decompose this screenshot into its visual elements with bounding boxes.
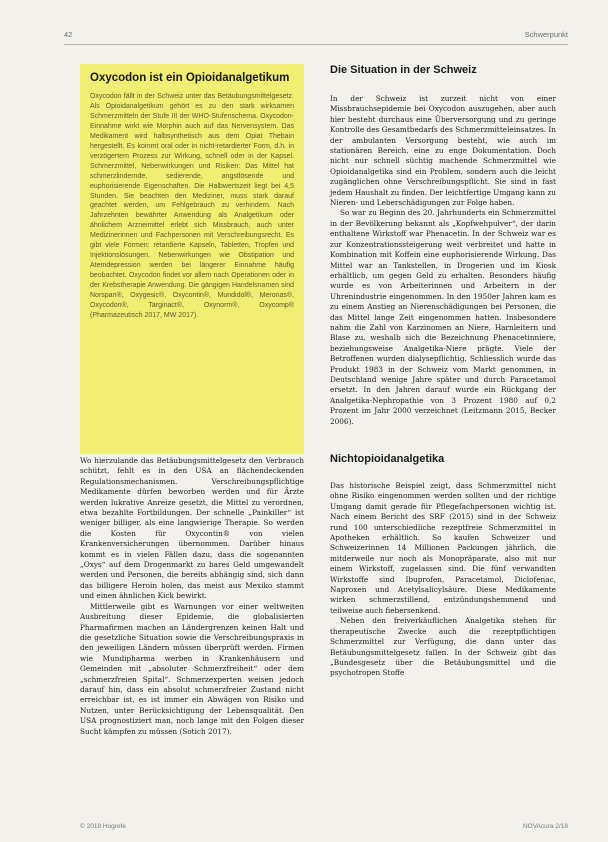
running-title: Schwerpunkt (524, 30, 568, 39)
section-title-switzerland: Die Situation in der Schweiz (330, 64, 477, 76)
right-paragraph-1: In der Schweiz ist zurzeit nicht von einer Missbrauchsepidemie bei Oxycodon auszugehen, aber auch hier besteht durchaus eine Überversorgung und zu geringe Kontrolle des Gesamtbedarfs des Schmerzmitteleinsatzes. In der ambulanten Versorgung besteht, wie auch im stationären Bereich, eine zu enge Dokumentation. Doch nicht nur schnell süchtig machende Schmerzmittel wie Opioidanalgetika sind ein Problem, sondern auch die leicht zugänglichen ohne Verschreibungspflicht. Sie sind in fast jedem Haushalt zu finden. Der leichtfertige Umgang kann zu Nieren- und Leberschädigungen zur Folge haben. (330, 94, 556, 208)
right-paragraph-3: Das historische Beispiel zeigt, dass Schmerzmittel nicht ohne Risiko eingenommen werden sollten und der richtige Umgang damit gerade für Pflegefachpersonen wichtig ist. Nach einem Bericht des SRF (2015) sind in der Schweiz rund 100 unterschiedliche rezeptfreie Schmerzmittel in Apotheken erhältlich. So kaufen Schweizer und Schweizerinnen 14 Millionen Packungen jährlich, die mitderweile nur noch als Monopräparate, also mit nur einem Wirkstoff, zugelassen sind. Die fünf verwandten Wirkstoffe sind Ibuprofen, Paracetamol, Diclofenac, Naproxen und Acetylsalicylsäure. Diese Medikamente wirken schmerzstillend, entzündungshemmend und teilweise auch fiebersenkend. (330, 481, 556, 615)
left-column (80, 456, 304, 737)
left-paragraph-2: Mittlerweile gibt es Warnungen vor einer weltweiten Ausbreitung dieser Epidemie, die globalisierten Pharmafirmen machen an Ländergrenzen keinen Halt und die gesetzliche Situation sowie die Verschreibungspraxis in den jeweiligen Ländern müssen überprüft werden. Firmen wie Mundipharma werben in Krankenhäusern und Gemeinden mit „absoluter Schmerzfreiheit“ oder dem „schmerzfreien Spital“. Schmerzexperten weisen jedoch darauf hin, dass ein absolut schmerzfreier Zustand nicht erreichbar ist, es ist immer ein Abwägen von Risiko und Nutzen, unter Berücksichtigung der Lebensqualität. Den USA prognostiziert man, noch lange mit den Folgen dieser Sucht kämpfen zu müssen (Sotich 2017). (80, 601, 304, 736)
right-paragraph-4: Neben den freiverkäuflichen Analgetika stehen für therapeutische Zwecke auch die rezeptpflichtigen Schmerzmittel zur Verfügung, die dann unter das Betäubungsmittelgesetz fallen. In der Schweiz gibt das „Bundesgesetz über die Betäubungsmittel und die psychotropen Stoffe (330, 616, 556, 678)
right-column (330, 64, 556, 679)
info-box-title: Oxycodon ist ein Opioidanalgetikum (90, 72, 290, 84)
footer-issue: NOVAcura 2/18 (522, 823, 568, 830)
page-header (0, 0, 608, 40)
left-paragraph-1: Wo hierzulande das Betäubungsmittelgesetz den Verbrauch schützt, fehlt es in den USA an flächendeckenden Regulationsmechanismen. Verschreibungspflichtige Medikamente dürfen beworben werden und für Ärzte werden lukrative Anreize gesetzt, die Mittel zu verordnen, etwa bezahlte Fortbildungen. Der schnelle „Painkiller“ ist weniger billiger, als eine langwierige Therapie. So werden die Kosten für Oxycontin® von vielen Krankenversicherungen übernommen. Darüber hinaus kommt es in vielen Fällen dazu, dass die sogenannten „Oxys“ auf dem Drogenmarkt zu bares Geld umgewandelt werden und Personen, die bereits abhängig sind, sich dann das billigere Heroin holen, das meist aus Mexiko stammt und einen ähnlichen Kick bewirkt. (80, 456, 304, 601)
header-rule (64, 44, 568, 45)
info-box-text: Oxycodon fällt in der Schweiz unter das Betäubungsmittelgesetz. Als Opioidanalgetikum gehört es zu den stark wirksamen Schmerzmitteln der Stufe III der WHO-Stufenschema. Oxycodon-Einnahme wirkt wie Morphin auch auf das Nervensystem. Das Medikament wird halbsynthetisch aus dem Opiat Thebain hergestellt. Es kommt oral oder in nicht-retardierter Form, d.h. in verzögertem Prozess zur Wirkung, schnell oder in der Kapsel. Schmerzmittel, Nebenwirkungen und Risiken: Das Mittel hat schmerzlindernde, sedierende, angstlösende und euphorisierende Eigenschaften. Die Halbwertszeit liegt bei 4,5 Stunden. Sie beachten den Mediziner, muss stark darauf geachtet werden, um Fehlgebrauch zu verhindern. Nach Jahrzehnten bewährter Anwendung als Analgetikum oder ähnlichem Arzneimittel erlebt sich Missbrauch, auch unter Medizinerinnen und Fachpersonen mit Verschreibungsrecht. Es gibt viele Formen: retardierte Kapseln, Tabletten, Tropfen und Injektionslösungen. Nebenwirkungen wie Obstipation und Atemdepression werden bei längerer Einnahme häufig beobachtet. Oxycodon findet vor allem nach Operationen oder in der Krebstherapie Anwendung. Die gängigen Handelsnamen sind Norspan®, Oxygesic®, Oxycontin®, Mundidol®, Meronas®, Oxycodon®, Targinact®, Oxynorm®, Oxycomp® (Pharmazeutisch 2017, MW 2017). (90, 93, 294, 319)
info-box (80, 64, 304, 454)
page-number: 42 (64, 30, 73, 39)
right-paragraph-2: So war zu Beginn des 20. Jahrhunderts ein Schmerzmittel in der Bevölkerung bekannt als „Kopfwehpulver“, der darin enthaltene Wirkstoff war Phenacetin. In der Schweiz war es zur Konzentrationssteigerung weit verbreitet und hatte in Kombination mit Koffein eine euphorisierende Wirkung. Das Mittel war an Tankstellen, in Drogerien und im Kiosk erhältlich, um gegen Geld zu erhalten. Besonders häufig wurde es von Arbeiterinnen und Arbeitern in der Uhrenindustrie eingenommen. In den 1950er Jahren kam es zu einem Anstieg an Nierenschädigungen bei Personen, die das Mittel lange Zeit eingenommen hatten. Insbesondere nahm die Zahl von Karzinomen an Niere, Harnleitern und Blase zu, weshalb sich die Bezeichnung Phenacetinniere, beziehungsweise Analgetika-Niere prägte. Viele der Betroffenen wurden dialysepflichtig. Schliesslich wurde das Produkt 1983 in der Schweiz vom Markt genommen, in Deutschland wenige Jahre später und durch Paracetamol ersetzt. In den Jahren darauf wurde ein Rückgang der Analgetika-Nephropathie von 3 Prozent 1980 auf 0,2 Prozent im Jahr 2000 verzeichnet (Leitzmann 2015, Becker 2006). (330, 208, 556, 426)
footer-copyright: © 2018 Hogrefe (80, 823, 126, 830)
section-title-nonopioid: Nichtopioidanalgetika (330, 453, 445, 465)
